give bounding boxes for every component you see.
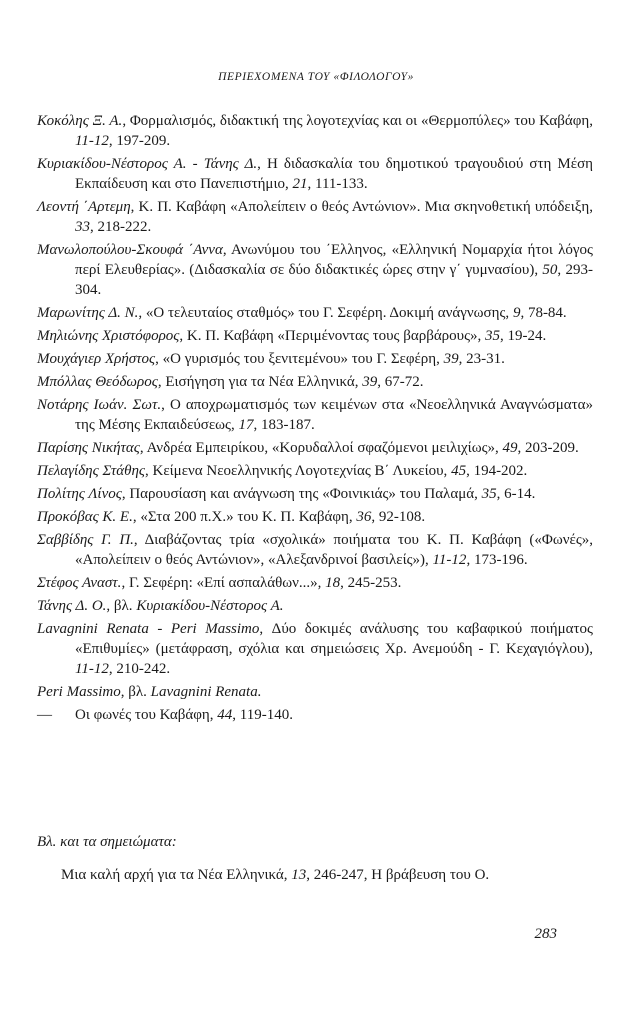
entry-pages: , 293-304. bbox=[75, 262, 594, 298]
entry-issue: 18 bbox=[325, 575, 341, 591]
page-number: 283 bbox=[534, 926, 557, 942]
entry-text: , «Ο γυρισμός του ξενιτεμένου» του Γ. Σεφέρη, bbox=[155, 351, 444, 367]
entry-pages: , 210-242. bbox=[108, 661, 171, 677]
continued-entry bbox=[61, 867, 609, 884]
entry-author: Μουχάγιερ Χρήστος bbox=[37, 351, 156, 367]
entry-author: Νοτάρης Ιωάν. Σωτ. bbox=[37, 397, 162, 413]
entry-author: Μπόλλας Θεόδωρος bbox=[37, 374, 158, 390]
entry-text: , Κ. Π. Καβάφη «Περιμένοντας τους βαρβάρους», bbox=[179, 328, 486, 344]
entry-issue: 33 bbox=[75, 219, 90, 235]
entry-author: Μηλιώνης Χριστόφορος bbox=[37, 328, 180, 344]
entry-pages: , 92-108. bbox=[371, 509, 426, 525]
entry-pages: , 173-196. bbox=[466, 552, 528, 568]
entry-author: Peri Massimo bbox=[37, 684, 121, 700]
entry-pages: , 78-84. bbox=[520, 305, 567, 321]
list-item bbox=[37, 507, 593, 527]
list-item bbox=[37, 530, 593, 570]
entry-author: Σαββίδης Γ. Π. bbox=[37, 532, 134, 548]
list-item bbox=[37, 349, 593, 369]
entry-pages: , 23-31. bbox=[458, 351, 505, 367]
entry-issue: 11-12 bbox=[75, 661, 109, 677]
entry-author: Κοκόλης Ξ. Α. bbox=[37, 113, 123, 129]
entry-issue: 35 bbox=[481, 486, 497, 502]
entry-issue: 21 bbox=[292, 176, 308, 192]
entry-pages: , 183-187. bbox=[253, 417, 315, 433]
entry-pages: , 6-14. bbox=[496, 486, 536, 502]
entry-issue: 13 bbox=[291, 867, 307, 883]
entry-issue: 39 bbox=[362, 374, 378, 390]
list-item bbox=[37, 154, 593, 194]
entry-author: Παρίσης Νικήτας bbox=[37, 440, 140, 456]
entry-author: Τάνης Δ. Ο. bbox=[37, 598, 107, 614]
entry-text: , Γ. Σεφέρη: «Επί ασπαλάθων...», bbox=[121, 575, 326, 591]
entry-pages: , 194-202. bbox=[466, 463, 528, 479]
entry-issue: Κυριακίδου-Νέστορος Α. bbox=[136, 598, 284, 614]
entry-text: Οι φωνές του Καβάφη, bbox=[75, 707, 218, 723]
entry-pages: , 218-222. bbox=[90, 219, 152, 235]
entry-pages: , 111-133. bbox=[307, 176, 368, 192]
entry-author: Λεοντή ΄Αρτεμη bbox=[37, 199, 131, 215]
list-item bbox=[37, 682, 593, 702]
entry-issue: Lavagnini Renata. bbox=[150, 684, 262, 700]
list-item bbox=[37, 197, 593, 237]
entry-issue: 17 bbox=[238, 417, 254, 433]
entry-text: , «Στα 200 π.Χ.» του Κ. Π. Καβάφη, bbox=[132, 509, 357, 525]
entry-text: , βλ. bbox=[120, 684, 151, 700]
entry-text: , Κείμενα Νεοελληνικής Λογοτεχνίας Β΄ Λυκείου, bbox=[144, 463, 452, 479]
entry-author: Πολίτης Λίνος bbox=[37, 486, 122, 502]
list-item bbox=[37, 596, 593, 616]
entry-pages: , 19-24. bbox=[500, 328, 547, 344]
entry-author: Μανωλοπούλου-Σκουφά ΄Αννα bbox=[37, 242, 223, 258]
entry-text: , Ανδρέα Εμπειρίκου, «Κορυδαλλοί σφαζόμενοι μειλιχίως», bbox=[139, 440, 503, 456]
entry-text: , Ο αποχρωματισμός των κειμένων στα «Νεοελληνικά Αναγνώσματα» της Μέσης Εκπαιδεύσεως, bbox=[75, 397, 594, 433]
list-item bbox=[37, 111, 593, 151]
entry-author: Στέφος Αναστ. bbox=[37, 575, 122, 591]
entry-text: Μια καλή αρχή για τα Νέα Ελληνικά, bbox=[61, 867, 292, 883]
entry-issue: 9 bbox=[512, 305, 521, 321]
entry-author: Lavagnini Renata - Peri Massimo bbox=[37, 621, 260, 637]
list-item bbox=[37, 619, 593, 679]
list-item bbox=[37, 705, 593, 725]
entry-author: Μαρωνίτης Δ. Ν. bbox=[37, 305, 139, 321]
entry-pages: , 246-247, Η βράβευση του Ο. bbox=[306, 867, 490, 883]
entry-author: Κυριακίδου-Νέστορος Α. - Τάνης Δ. bbox=[37, 156, 258, 172]
entry-text: , Κ. Π. Καβάφη «Απολείπειν ο θεός Αντώνιον». Μια σκηνοθετική υπόδειξη, bbox=[130, 199, 594, 215]
list-item bbox=[37, 438, 593, 458]
entry-author: Πελαγίδης Στάθης bbox=[37, 463, 145, 479]
entry-text: , «Ο τελευταίος σταθμός» του Γ. Σεφέρη. Δοκιμή ανάγνωσης, bbox=[138, 305, 513, 321]
entry-issue: 49 bbox=[502, 440, 518, 456]
entry-issue: 11-12 bbox=[432, 552, 467, 568]
entry-issue: 45 bbox=[451, 463, 467, 479]
entry-issue: 36 bbox=[356, 509, 372, 525]
entry-text: , Παρουσίαση και ανάγνωση της «Φοινικιάς» του Παλαμά, bbox=[121, 486, 482, 502]
list-item bbox=[37, 326, 593, 346]
list-item bbox=[37, 461, 593, 481]
list-item bbox=[37, 372, 593, 392]
entry-text: , Εισήγηση για τα Νέα Ελληνικά, bbox=[157, 374, 363, 390]
entry-text: , Ανωνύμου του ΄Ελληνος, «Ελληνική Νομαρχία ήτοι λόγος περί Ελευθερίας». (Διδασκαλία σε δύο διδακτικές ώρες στην γ΄ γυμνασίου), bbox=[75, 242, 593, 278]
entry-text: , Η διδασκαλία του δημοτικού τραγουδιού στη Μέση Εκπαίδευση και στο Πανεπιστήμιο, bbox=[75, 156, 593, 192]
list-item bbox=[37, 395, 593, 435]
list-item bbox=[37, 303, 593, 323]
list-item bbox=[37, 240, 593, 300]
entry-issue: 50 bbox=[542, 262, 558, 278]
list-item bbox=[37, 484, 593, 504]
repeat-author-dash: — bbox=[37, 707, 52, 723]
list-item bbox=[37, 573, 593, 593]
entry-issue: 39 bbox=[443, 351, 459, 367]
page-header: ΠΕΡΙΕΧΟΜΕΝΑ ΤΟΥ «ΦΙΛΟΛΟΓΟΥ» bbox=[218, 71, 414, 83]
entry-text: , Δύο δοκιμές ανάλυσης του καβαφικού ποιήματος «Επιθυμίες» (μετάφραση, σχόλια και σημειώσεις Χρ. Ανεμούδη - Γ. Κεχαγιόγλου), bbox=[75, 621, 593, 657]
entry-text: , Διαβάζοντας τρία «σχολικά» ποιήματα του Κ. Π. Καβάφη («Φωνές», «Απολείπειν ο θεός Αντώνιον», «Αλεξανδρινοί βασιλείς»), bbox=[75, 532, 594, 568]
entry-issue: 44 bbox=[217, 707, 233, 723]
entry-pages: , 203-209. bbox=[517, 440, 579, 456]
entry-pages: , 119-140. bbox=[232, 707, 293, 723]
entry-pages: , 67-72. bbox=[377, 374, 424, 390]
entry-author: Προκόβας Κ. Ε. bbox=[37, 509, 133, 525]
entry-text: , βλ. bbox=[106, 598, 137, 614]
see-also-heading: Βλ. και τα σημειώματα: bbox=[37, 834, 177, 850]
entry-pages: , 245-253. bbox=[340, 575, 402, 591]
entry-list bbox=[37, 111, 593, 728]
entry-pages: , 197-209. bbox=[108, 133, 171, 149]
entry-issue: 35 bbox=[485, 328, 501, 344]
entry-issue: 11-12 bbox=[75, 133, 109, 149]
entry-text: , Φορμαλισμός, διδακτική της λογοτεχνίας και οι «Θερμοπύλες» του Καβάφη, bbox=[122, 113, 593, 129]
